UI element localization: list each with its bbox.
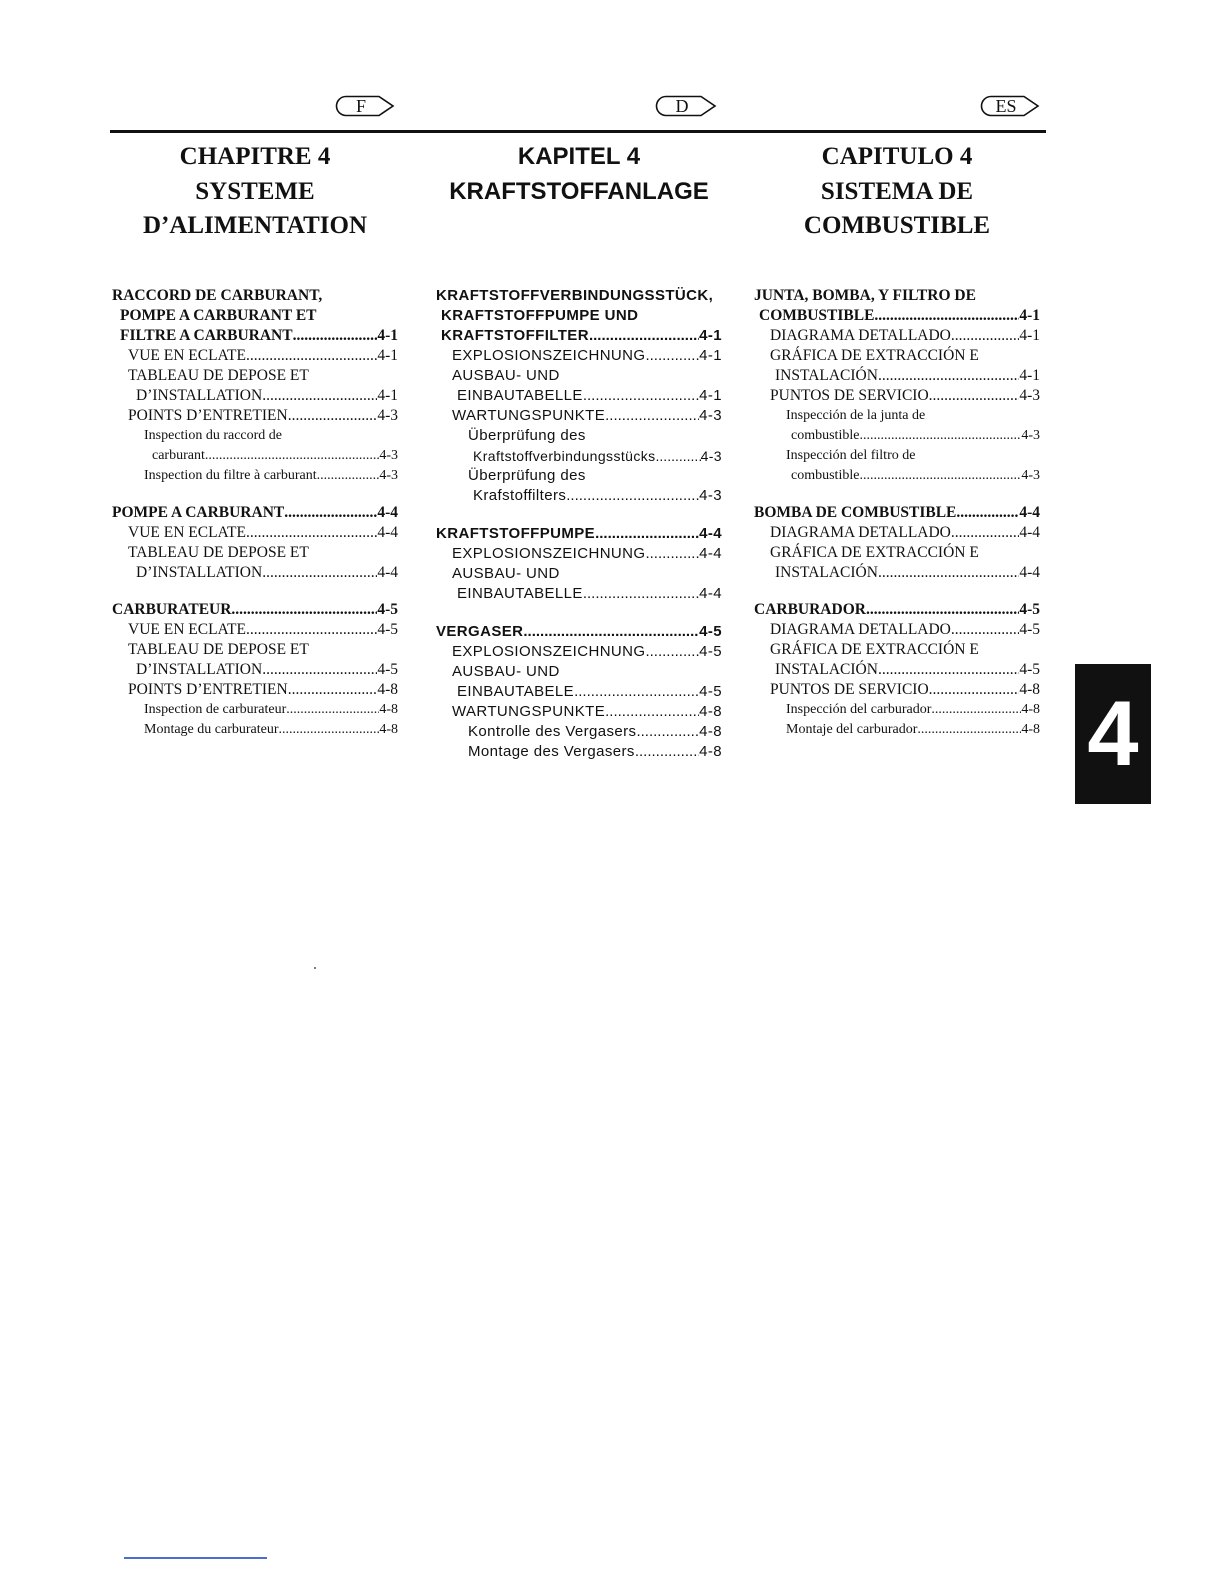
toc-entry[interactable] xyxy=(112,466,398,486)
toc-leader-dots xyxy=(246,346,377,366)
toc-entry-text: POMPE A CARBURANT ET xyxy=(120,307,317,324)
toc-page-number: 4-8 xyxy=(1019,681,1040,698)
toc-entry-text: KRAFTSTOFFVERBINDUNGSSTÜCK, xyxy=(436,287,714,304)
toc-leader-dots xyxy=(605,702,699,722)
toc-entry[interactable] xyxy=(436,584,722,604)
column-german xyxy=(436,140,722,760)
toc-entry-text: KRAFTSTOFFILTER xyxy=(441,327,589,344)
toc-entry[interactable] xyxy=(436,662,722,682)
toc-entry[interactable] xyxy=(754,466,1040,486)
toc-entry[interactable] xyxy=(436,386,722,406)
chapter-title-fr xyxy=(112,140,398,290)
toc-entry[interactable] xyxy=(112,720,398,740)
chapter-title-line: CHAPITRE 4 xyxy=(179,143,331,170)
toc-entry-text: Inspección de la junta de xyxy=(786,408,926,423)
toc-entry-text: JUNTA, BOMBA, Y FILTRO DE xyxy=(754,287,976,304)
toc-entry[interactable] xyxy=(436,702,722,722)
toc-leader-dots xyxy=(874,306,1019,326)
chapter-title-line: COMBUSTIBLE xyxy=(803,212,991,239)
toc-page-number: 4-8 xyxy=(379,702,398,717)
toc-entry[interactable] xyxy=(112,346,398,366)
toc-leader-dots xyxy=(929,680,1020,700)
toc-section-gap xyxy=(436,506,722,524)
toc-entry-text: DIAGRAMA DETALLADO xyxy=(770,327,951,344)
toc-leader-dots xyxy=(262,386,377,406)
toc-entry-text: AUSBAU- UND xyxy=(452,565,560,582)
toc-entry-text: KRAFTSTOFFPUMPE UND xyxy=(441,307,639,324)
chapter-title-line: CAPITULO 4 xyxy=(821,143,973,170)
toc-entry-text: Inspección del carburador xyxy=(786,702,932,717)
toc-section-gap xyxy=(436,604,722,622)
toc-section-gap xyxy=(112,583,398,600)
toc-leader-dots xyxy=(645,544,699,564)
toc-entry[interactable] xyxy=(754,660,1040,680)
toc-entry[interactable] xyxy=(754,446,1040,466)
toc-entry-text: DIAGRAMA DETALLADO xyxy=(770,524,951,541)
toc-page-number: 4-1 xyxy=(699,327,722,344)
toc-entry-text: RACCORD DE CARBURANT, xyxy=(112,287,323,304)
toc-entry[interactable] xyxy=(436,742,722,762)
toc-section-gap xyxy=(754,583,1040,600)
toc-leader-dots xyxy=(231,600,377,620)
toc-page-number: 4-8 xyxy=(377,681,398,698)
toc-leader-dots xyxy=(595,524,699,544)
toc-entry-text: Montage des Vergasers xyxy=(468,743,635,760)
toc-page-number: 4-8 xyxy=(1021,722,1040,737)
toc-entry-text: TABLEAU DE DEPOSE ET xyxy=(128,544,309,561)
toc-page-number: 4-3 xyxy=(1019,387,1040,404)
toc-entry-text: VUE EN ECLATE xyxy=(128,621,246,638)
language-code: ES xyxy=(995,96,1017,116)
toc-entry-text: Krafstoffilters xyxy=(473,487,567,504)
toc-leader-dots xyxy=(293,326,378,346)
toc-page-number: 4-3 xyxy=(377,407,398,424)
toc-entry[interactable] xyxy=(112,426,398,446)
toc-entry[interactable] xyxy=(112,446,398,466)
toc-entry[interactable] xyxy=(112,700,398,720)
toc-page-number: 4-4 xyxy=(377,504,398,521)
toc-page-number: 4-3 xyxy=(1021,468,1040,483)
language-badge-fr xyxy=(335,95,395,117)
toc-leader-dots xyxy=(635,742,699,762)
toc-page-number: 4-5 xyxy=(377,621,398,638)
toc-page-number: 4-1 xyxy=(377,327,398,344)
toc-entry-text: D’INSTALLATION xyxy=(136,661,263,678)
toc-page-number: 4-3 xyxy=(379,468,398,483)
toc-entry[interactable] xyxy=(754,700,1040,720)
toc-leader-dots xyxy=(645,642,699,662)
toc-entry-text: PUNTOS DE SERVICIO xyxy=(770,681,929,698)
toc-entry[interactable] xyxy=(112,386,398,406)
toc-entry-text: INSTALACIÓN xyxy=(775,564,878,581)
toc-heading[interactable] xyxy=(112,503,398,523)
toc-entry[interactable] xyxy=(754,720,1040,740)
toc-page-number: 4-3 xyxy=(700,448,722,464)
toc-page-number: 4-3 xyxy=(699,407,722,424)
toc-entry-text: BOMBA DE COMBUSTIBLE xyxy=(754,504,957,521)
toc-entry[interactable] xyxy=(436,682,722,702)
toc-entry-text: POINTS D’ENTRETIEN xyxy=(128,407,288,424)
toc-leader-dots xyxy=(859,466,1021,486)
toc-entry-text: INSTALACIÓN xyxy=(775,367,878,384)
toc-page-number: 4-4 xyxy=(377,564,398,581)
toc-page-number: 4-4 xyxy=(1019,524,1040,541)
toc-heading[interactable] xyxy=(436,306,722,326)
toc-entry[interactable] xyxy=(436,346,722,366)
toc-entry-text: PUNTOS DE SERVICIO xyxy=(770,387,929,404)
toc-entry[interactable] xyxy=(436,446,722,466)
toc-entry-text: EXPLOSIONSZEICHNUNG xyxy=(452,643,646,660)
toc-entry-text: Montage du carburateur xyxy=(144,722,279,737)
toc-entry[interactable] xyxy=(436,366,722,386)
toc-leader-dots xyxy=(246,523,377,543)
toc-leader-dots xyxy=(279,720,380,740)
toc-leader-dots xyxy=(917,720,1021,740)
toc-heading[interactable] xyxy=(112,286,398,306)
toc-leader-dots xyxy=(878,563,1019,583)
toc-page-number: 4-8 xyxy=(699,703,722,720)
language-badge-es xyxy=(980,95,1040,117)
toc-entry[interactable] xyxy=(754,366,1040,386)
toc-entry-text: combustible xyxy=(791,428,860,443)
toc-leader-dots xyxy=(284,503,377,523)
toc-entry[interactable] xyxy=(754,523,1040,543)
toc-entry-text: Inspección del filtro de xyxy=(786,448,916,463)
toc-page-number: 4-8 xyxy=(699,743,722,760)
toc-entry[interactable] xyxy=(112,406,398,426)
toc-leader-dots xyxy=(523,622,699,642)
header-rule xyxy=(110,130,1046,133)
toc-page-number: 4-5 xyxy=(699,623,722,640)
toc-entry-text: TABLEAU DE DEPOSE ET xyxy=(128,367,309,384)
toc-entry-text: POMPE A CARBURANT xyxy=(112,504,285,521)
toc-leader-dots xyxy=(929,386,1020,406)
toc-leader-dots xyxy=(589,326,699,346)
toc-page-number: 4-5 xyxy=(377,661,398,678)
toc-entry-text: carburant xyxy=(152,448,205,463)
toc-page-number: 4-1 xyxy=(699,347,722,364)
chapter-title-line: KRAFTSTOFFANLAGE xyxy=(449,177,709,205)
toc-entry[interactable] xyxy=(754,640,1040,660)
toc-leader-dots xyxy=(931,700,1021,720)
toc-leader-dots xyxy=(246,620,377,640)
toc-es xyxy=(754,286,1040,740)
toc-entry-text: Überprüfung des xyxy=(468,467,586,484)
toc-leader-dots xyxy=(951,523,1019,543)
toc-entry[interactable] xyxy=(754,346,1040,366)
toc-entry[interactable] xyxy=(112,620,398,640)
chapter-title-line: KAPITEL 4 xyxy=(517,143,641,170)
language-code: F xyxy=(355,96,366,116)
toc-leader-dots xyxy=(956,503,1019,523)
toc-leader-dots xyxy=(951,620,1019,640)
toc-leader-dots xyxy=(866,600,1019,620)
toc-entry-text: INSTALACIÓN xyxy=(775,661,878,678)
toc-entry[interactable] xyxy=(112,563,398,583)
toc-entry[interactable] xyxy=(112,366,398,386)
toc-entry[interactable] xyxy=(754,543,1040,563)
toc-de xyxy=(436,286,722,762)
toc-leader-dots xyxy=(645,346,699,366)
toc-page-number: 4-5 xyxy=(1019,621,1040,638)
toc-fr xyxy=(112,286,398,740)
footer-link-rule xyxy=(124,1557,267,1559)
toc-heading[interactable] xyxy=(112,600,398,620)
toc-heading[interactable] xyxy=(436,326,722,346)
toc-leader-dots xyxy=(286,700,379,720)
toc-leader-dots xyxy=(288,406,378,426)
toc-leader-dots xyxy=(262,563,377,583)
toc-entry[interactable] xyxy=(112,680,398,700)
toc-entry-text: EINBAUTABELLE xyxy=(457,387,583,404)
toc-heading[interactable] xyxy=(112,306,398,326)
toc-heading[interactable] xyxy=(436,622,722,642)
toc-entry[interactable] xyxy=(112,543,398,563)
toc-entry[interactable] xyxy=(436,642,722,662)
toc-leader-dots xyxy=(636,722,699,742)
toc-entry[interactable] xyxy=(112,660,398,680)
chapter-title-line: SISTEMA DE xyxy=(820,177,974,205)
toc-entry[interactable] xyxy=(112,640,398,660)
toc-heading[interactable] xyxy=(754,503,1040,523)
language-badge-de xyxy=(655,95,717,117)
toc-page-number: 4-1 xyxy=(1019,367,1040,384)
chapter-title-es xyxy=(754,140,1040,290)
toc-entry[interactable] xyxy=(436,466,722,486)
toc-entry-text: combustible xyxy=(791,468,860,483)
toc-entry-text: Inspection du raccord de xyxy=(144,428,282,443)
toc-entry-text: CARBURATEUR xyxy=(112,601,232,618)
toc-page-number: 4-4 xyxy=(699,545,722,562)
toc-entry-text: POINTS D’ENTRETIEN xyxy=(128,681,288,698)
toc-entry-text: WARTUNGSPUNKTE xyxy=(452,703,606,720)
toc-heading[interactable] xyxy=(436,286,722,306)
toc-entry[interactable] xyxy=(754,680,1040,700)
toc-page-number: 4-8 xyxy=(699,723,722,740)
toc-entry[interactable] xyxy=(436,426,722,446)
toc-heading[interactable] xyxy=(754,306,1040,326)
toc-entry-text: FILTRE A CARBURANT xyxy=(120,327,293,344)
column-spanish xyxy=(754,140,1040,737)
toc-page-number: 4-4 xyxy=(377,524,398,541)
toc-page-number: 4-4 xyxy=(699,525,722,542)
toc-entry-text: VUE EN ECLATE xyxy=(128,347,246,364)
toc-page-number: 4-1 xyxy=(1019,327,1040,344)
toc-heading[interactable] xyxy=(754,286,1040,306)
toc-leader-dots xyxy=(566,486,699,506)
toc-entry-text: VUE EN ECLATE xyxy=(128,524,246,541)
toc-entry-text: VERGASER xyxy=(436,623,524,640)
toc-entry[interactable] xyxy=(436,544,722,564)
toc-entry-text: TABLEAU DE DEPOSE ET xyxy=(128,641,309,658)
toc-heading[interactable] xyxy=(754,600,1040,620)
chapter-title-line: D’ALIMENTATION xyxy=(142,212,368,239)
toc-entry[interactable] xyxy=(436,722,722,742)
toc-page-number: 4-1 xyxy=(1019,307,1040,324)
toc-page-number: 4-3 xyxy=(699,487,722,504)
toc-entry-text: EINBAUTABELE xyxy=(457,683,575,700)
toc-entry[interactable] xyxy=(436,406,722,426)
toc-entry[interactable] xyxy=(754,620,1040,640)
toc-entry-text: Montaje del carburador xyxy=(786,722,918,737)
toc-entry-text: CARBURADOR xyxy=(754,601,866,618)
toc-leader-dots xyxy=(878,660,1019,680)
toc-entry-text: Inspection du filtre à carburant xyxy=(144,468,317,483)
toc-leader-dots xyxy=(262,660,377,680)
toc-entry[interactable] xyxy=(436,486,722,506)
toc-page-number: 4-5 xyxy=(1019,601,1040,618)
toc-entry-text: EXPLOSIONSZEICHNUNG xyxy=(452,545,646,562)
toc-page-number: 4-1 xyxy=(699,387,722,404)
toc-entry-text: COMBUSTIBLE xyxy=(759,307,875,324)
toc-entry-text: AUSBAU- UND xyxy=(452,367,560,384)
toc-entry-text: GRÁFICA DE EXTRACCIÓN E xyxy=(770,544,979,561)
toc-leader-dots xyxy=(205,446,379,466)
toc-page-number: 4-1 xyxy=(377,347,398,364)
language-code: D xyxy=(675,96,689,116)
toc-page-number: 4-8 xyxy=(1021,702,1040,717)
toc-page-number: 4-8 xyxy=(379,722,398,737)
toc-entry-text: D’INSTALLATION xyxy=(136,564,263,581)
toc-page-number: 4-4 xyxy=(1019,504,1040,521)
toc-leader-dots xyxy=(878,366,1019,386)
toc-entry-text: AUSBAU- UND xyxy=(452,663,560,680)
toc-entry[interactable] xyxy=(754,406,1040,426)
toc-page-number: 4-1 xyxy=(377,387,398,404)
toc-entry[interactable] xyxy=(754,326,1040,346)
toc-entry[interactable] xyxy=(112,523,398,543)
toc-page-number: 4-3 xyxy=(379,448,398,463)
toc-entry[interactable] xyxy=(754,386,1040,406)
toc-leader-dots xyxy=(656,446,701,466)
chapter-tab-number: 4 xyxy=(1087,682,1139,785)
toc-leader-dots xyxy=(951,326,1019,346)
toc-page-number: 4-5 xyxy=(699,683,722,700)
toc-leader-dots xyxy=(317,466,380,486)
toc-entry-text: GRÁFICA DE EXTRACCIÓN E xyxy=(770,347,979,364)
toc-leader-dots xyxy=(605,406,699,426)
toc-entry[interactable] xyxy=(754,426,1040,446)
toc-entry[interactable] xyxy=(754,563,1040,583)
toc-entry-text: GRÁFICA DE EXTRACCIÓN E xyxy=(770,641,979,658)
toc-entry-text: KRAFTSTOFFPUMPE xyxy=(436,525,596,542)
toc-entry[interactable] xyxy=(436,564,722,584)
toc-section-gap xyxy=(112,486,398,503)
toc-entry-text: EINBAUTABELLE xyxy=(457,585,583,602)
chapter-title-de xyxy=(436,140,722,290)
toc-entry-text: D’INSTALLATION xyxy=(136,387,263,404)
toc-leader-dots xyxy=(288,680,378,700)
toc-entry-text: Inspection de carburateur xyxy=(144,702,287,717)
scan-speck xyxy=(314,967,316,969)
toc-entry-text: Kontrolle des Vergasers xyxy=(468,723,637,740)
toc-entry-text: EXPLOSIONSZEICHNUNG xyxy=(452,347,646,364)
toc-entry-text: Kraftstoffverbindungsstücks xyxy=(473,448,656,464)
toc-section-gap xyxy=(754,486,1040,503)
toc-heading[interactable] xyxy=(112,326,398,346)
toc-page-number: 4-4 xyxy=(699,585,722,602)
column-french xyxy=(112,140,398,737)
toc-entry-text: DIAGRAMA DETALLADO xyxy=(770,621,951,638)
chapter-tab xyxy=(1075,664,1151,804)
chapter-title-line: SYSTEME xyxy=(195,177,315,205)
toc-leader-dots xyxy=(583,386,699,406)
toc-page-number: 4-5 xyxy=(1019,661,1040,678)
toc-page-number: 4-3 xyxy=(1021,428,1040,443)
toc-leader-dots xyxy=(574,682,699,702)
toc-page-number: 4-5 xyxy=(699,643,722,660)
toc-leader-dots xyxy=(583,584,699,604)
toc-heading[interactable] xyxy=(436,524,722,544)
toc-leader-dots xyxy=(859,426,1021,446)
toc-page-number: 4-5 xyxy=(377,601,398,618)
toc-entry-text: Überprüfung des xyxy=(468,427,586,444)
toc-entry-text: WARTUNGSPUNKTE xyxy=(452,407,606,424)
toc-page-number: 4-4 xyxy=(1019,564,1040,581)
